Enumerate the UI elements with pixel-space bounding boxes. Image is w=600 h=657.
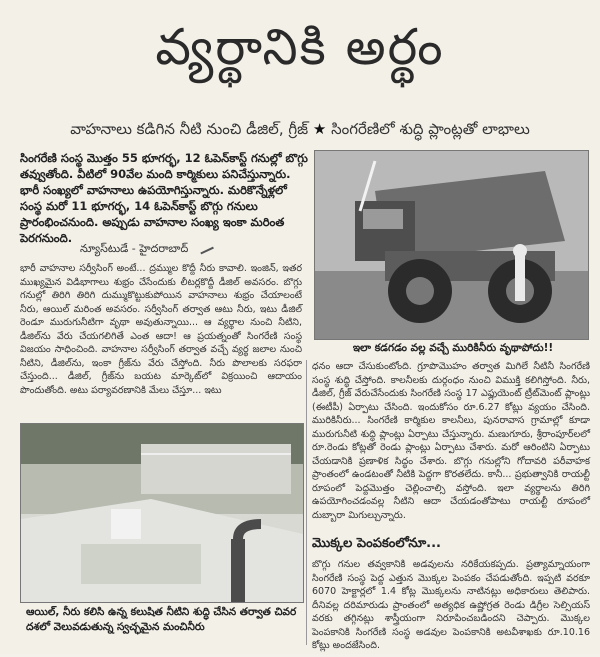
lead-paragraph: సింగరేణి సంస్థ మొత్తం 55 భూగర్భ, 12 ఓపెన్‌కాస్ట్ గనుల్లో బొగ్గు తవ్వుతోంది. వీటిలో 90వేల మంది కార్మికులు పనిచేస్తున్నారు. భారీ సంఖ్యలో వాహనాలు ఉపయోగిస్తున్నారు. మరికొన్నేళ్లలో సంస్థ మరో 11 భూగర్భ, 14 ఓపెన్‌కాస్ట్ బొగ్గు గనులు ప్రారంభించనుంది. అప్పుడు వాహనాల సంఖ్య ఇంకా మరింత పెరగనుంది. (20, 151, 308, 245)
photo-water-treatment (20, 423, 304, 603)
byline-text: న్యూస్‌టుడే - హైదరాబాద్ (80, 242, 189, 255)
water-plant-illustration (21, 424, 303, 602)
body-paragraph-right: ధనం ఆదా చేసుకుంటోంది. గ్రూపొమొహం తర్వాత మిగిలే నీటినీ సింగరేణి సంస్థ శుద్ధి చేస్తోంది. కాలనీలకు దుర్గంధం నుంచి విముక్తి కలిగిస్తోంది. నీరు, డీజిల్, గ్రీజ్ వేరుచేసేందుకు సింగరేణి సంస్థ 17 ఎఫ్లుయెంట్ ట్రీట్‌మెంట్ ప్లాంట్లు (ఈటీపీ) ఏర్పాటు చేసింది. ఇందుకోసం రూ.6.27 కోట్లు వ్యయం చేసింది. మురికినీరు... సింగరేణి కార్మికుల కాలనీలు, పునరావాస గ్రామాల్లో కూడా మురుగునీటి శుద్ధి ప్లాంట్లు ఏర్పాటు చేస్తున్నారు. మణుగూరు, శ్రీరాంపూర్‌లలో రూ.రెండు కోట్లతో రెండు ప్లాంట్లు ఏర్పాటు చేశారు. మరో ఆరింటిని ఏర్పాటు చేయడానికి ప్రణాళిక సిద్ధం చేశారు. బొగ్గు గనుల్లోని గోదావరి పరీవాహక ప్రాంతంలో ఉండటంతో నీటికి పెద్దగా కొరతలేదు. కానీ... ప్రభుత్వానికి రాయల్టీ రూపంలో పెద్దమొత్తం చెల్లించాల్సి వస్తోంది. ఇలా వ్యర్థాలను తిరిగి ఉపయోగించడంవల్ల నీటిని ఆదా చేయడంతోపాటు రాయల్టీ రూపంలో దుబ్బారా మిగుల్చున్నారు. (312, 361, 590, 521)
body-paragraph-left: భారీ వాహనాల సర్వీసింగ్ అంటే... ద్రమ్ముల కొద్దీ నీరు కావాలి. ఇంజిన్, ఇతర ముఖ్యమైన విడిభాగాలు శుభ్రం చేసేందుకు లీటర్లకొద్దీ డీజిల్ అవసరం. బొగ్గు గనుల్లో తిరిగి తిరిగి దుమ్ముకొట్టుకుపోయిన వాహనాలు శుభ్రం చేయాలంటే నీరు, ఆయిల్ మరింత అవసరం. సర్వీసింగ్ తర్వాత ఆటు నీరు, ఇటు డీజిల్ రెండూ మురుగునీటిగా వృథా అవుతున్నాయి... ఆ వ్యర్థాల నుంచి నీటిని, డీజిల్‌ను వేరు చేయగలిగితే ఎంత ఆదా! ఆ ప్రయత్నంతో సింగరేణి సంస్థ విజయం సాధించింది. వాహనాల సర్వీసింగ్ తర్వాత వచ్చే వ్యర్థ జలాల నుంచి నీటిని, డీజిల్‌ను, ఇంకా గ్రీజ్‌ను వేరు చేస్తోంది. నీరు పొలాలకు సరఫరా చేస్తుంది... డీజిల్, గ్రీజ్‌ను బయట మార్కెట్‌లో విక్రయించి ఆదాయం పొందుతోంది. అటు పర్యావరణానికి మేలు చేస్తూ... ఇటు (20, 263, 302, 396)
pen-icon (196, 238, 214, 255)
caption-water: ఆయిల్, నీరు కలిసి ఉన్న కలుషిత నీటిని శుద్ధి చేసిన తర్వాత చివర దశలో వెలువడుతున్న స్వచ్ఛమైన మంచినీరు (26, 606, 297, 633)
subhead-left: వాహనాలు కడిగిన నీటి నుంచి డీజిల్, గ్రీజ్ (70, 120, 309, 138)
subheadline (0, 120, 600, 142)
truck-illustration (315, 151, 588, 339)
headline: వ్యర్థానికి అర్థం (155, 18, 445, 76)
body-column-right (312, 360, 590, 526)
subhead-right: సింగరేణిలో శుద్ధి ప్లాంట్లతో లాభాలు (331, 120, 530, 138)
byline (80, 240, 212, 258)
photo-truck-washing (314, 150, 589, 340)
column-divider (306, 360, 307, 645)
star-icon: ★ (312, 120, 327, 138)
body-column-right-2 (312, 558, 590, 657)
section-subtitle: మొక్కల పెంపకంలోనూ... (312, 536, 441, 551)
caption-truck: ఇలా కడగడం వల్ల వచ్చే మురికినీరు వృథాపోదు!! (352, 342, 554, 354)
body-paragraph-right-2: బొగ్గు గనుల తవ్వకానికి అడవులను నరికేయకప్పదు. ప్రత్యామ్నాయంగా సింగరేణి సంస్థ పెద్ద ఎత్తున మొక్కల పెంపకం చేపడుతోంది. ఇప్పటి వరకూ 6070 హెక్టార్లలో 1.4 కోట్ల మొక్కలను నాటినట్లు అధికారులు తెలిపారు. దీనివల్ల దరిమారుడు ప్రాంతంలో అత్యధిక ఉష్ణోగ్రత రెండు డిగ్రీల సెల్సియస్ వరకు తగ్గినట్లు శాస్త్రీయంగా నిరూపించబడిందని చెప్పారు. మొక్కల పెంపకానికి సింగరేణి సంస్థ అడవుల పెంపకానికి అటవీశాఖకు రూ.10.16 కోట్లు అందజేసింది. (312, 559, 590, 651)
body-column-left (20, 262, 302, 401)
